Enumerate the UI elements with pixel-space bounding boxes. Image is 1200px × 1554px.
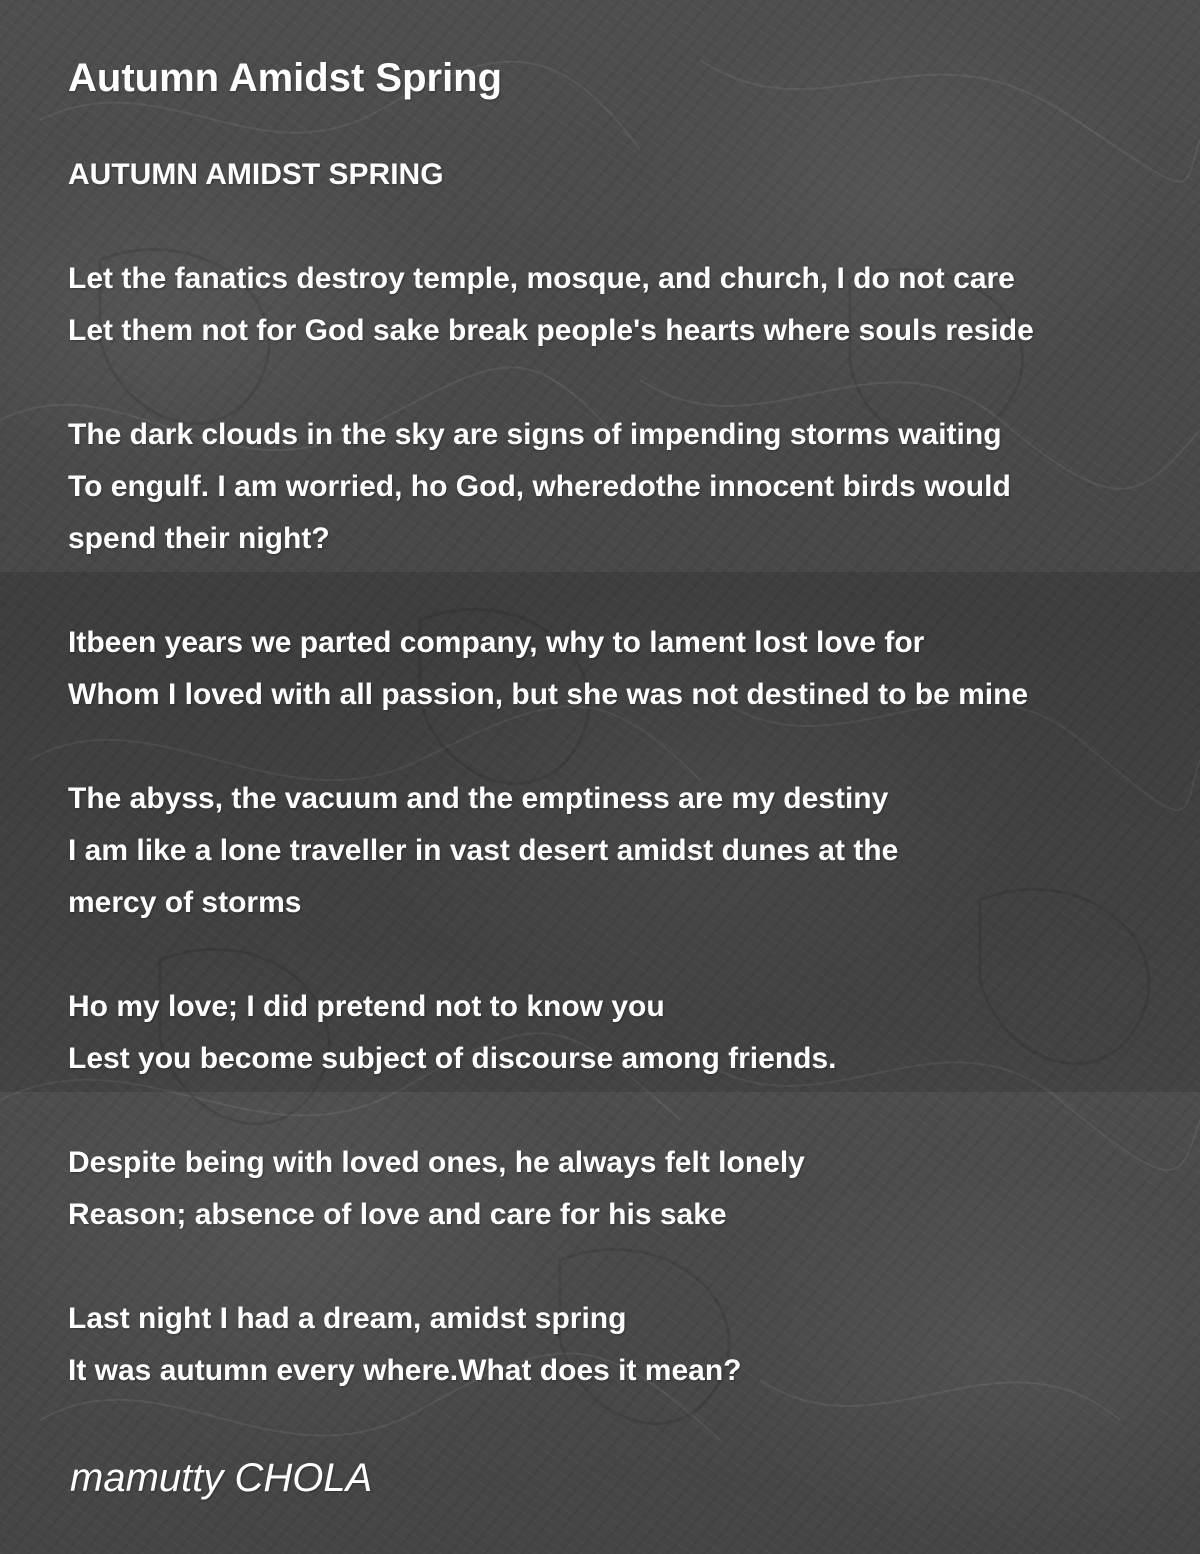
poem-line: Let the fanatics destroy temple, mosque, and church, I do not care [68, 262, 1015, 295]
poem-title: Autumn Amidst Spring [68, 56, 503, 100]
poem-line: Despite being with loved ones, he always felt lonely [68, 1146, 805, 1179]
poem-line: Ho my love; I did pretend not to know you [68, 990, 665, 1023]
poem-heading: AUTUMN AMIDST SPRING [68, 158, 444, 191]
poem-line: Last night I had a dream, amidst spring [68, 1302, 627, 1335]
poem-line: Let them not for God sake break people's hearts where souls reside [68, 314, 1034, 347]
poem-line: To engulf. I am worried, ho God, wheredothe innocent birds would [68, 470, 1011, 503]
poem-line: Lest you become subject of discourse among friends. [68, 1042, 837, 1075]
poem-line: mercy of storms [68, 886, 302, 919]
poem-line: The dark clouds in the sky are signs of impending storms waiting [68, 418, 1002, 451]
poem-line: spend their night? [68, 522, 330, 555]
poem-line: Itbeen years we parted company, why to lament lost love for [68, 626, 925, 659]
poem-line: It was autumn every where.What does it mean? [68, 1354, 742, 1387]
poem-line: Whom I loved with all passion, but she was not destined to be mine [68, 678, 1029, 711]
poem-author: mamutty CHOLA [70, 1456, 373, 1500]
poem-line: Reason; absence of love and care for his sake [68, 1198, 727, 1231]
poem-line: The abyss, the vacuum and the emptiness are my destiny [68, 782, 889, 815]
poem-line: I am like a lone traveller in vast desert amidst dunes at the [68, 834, 899, 867]
